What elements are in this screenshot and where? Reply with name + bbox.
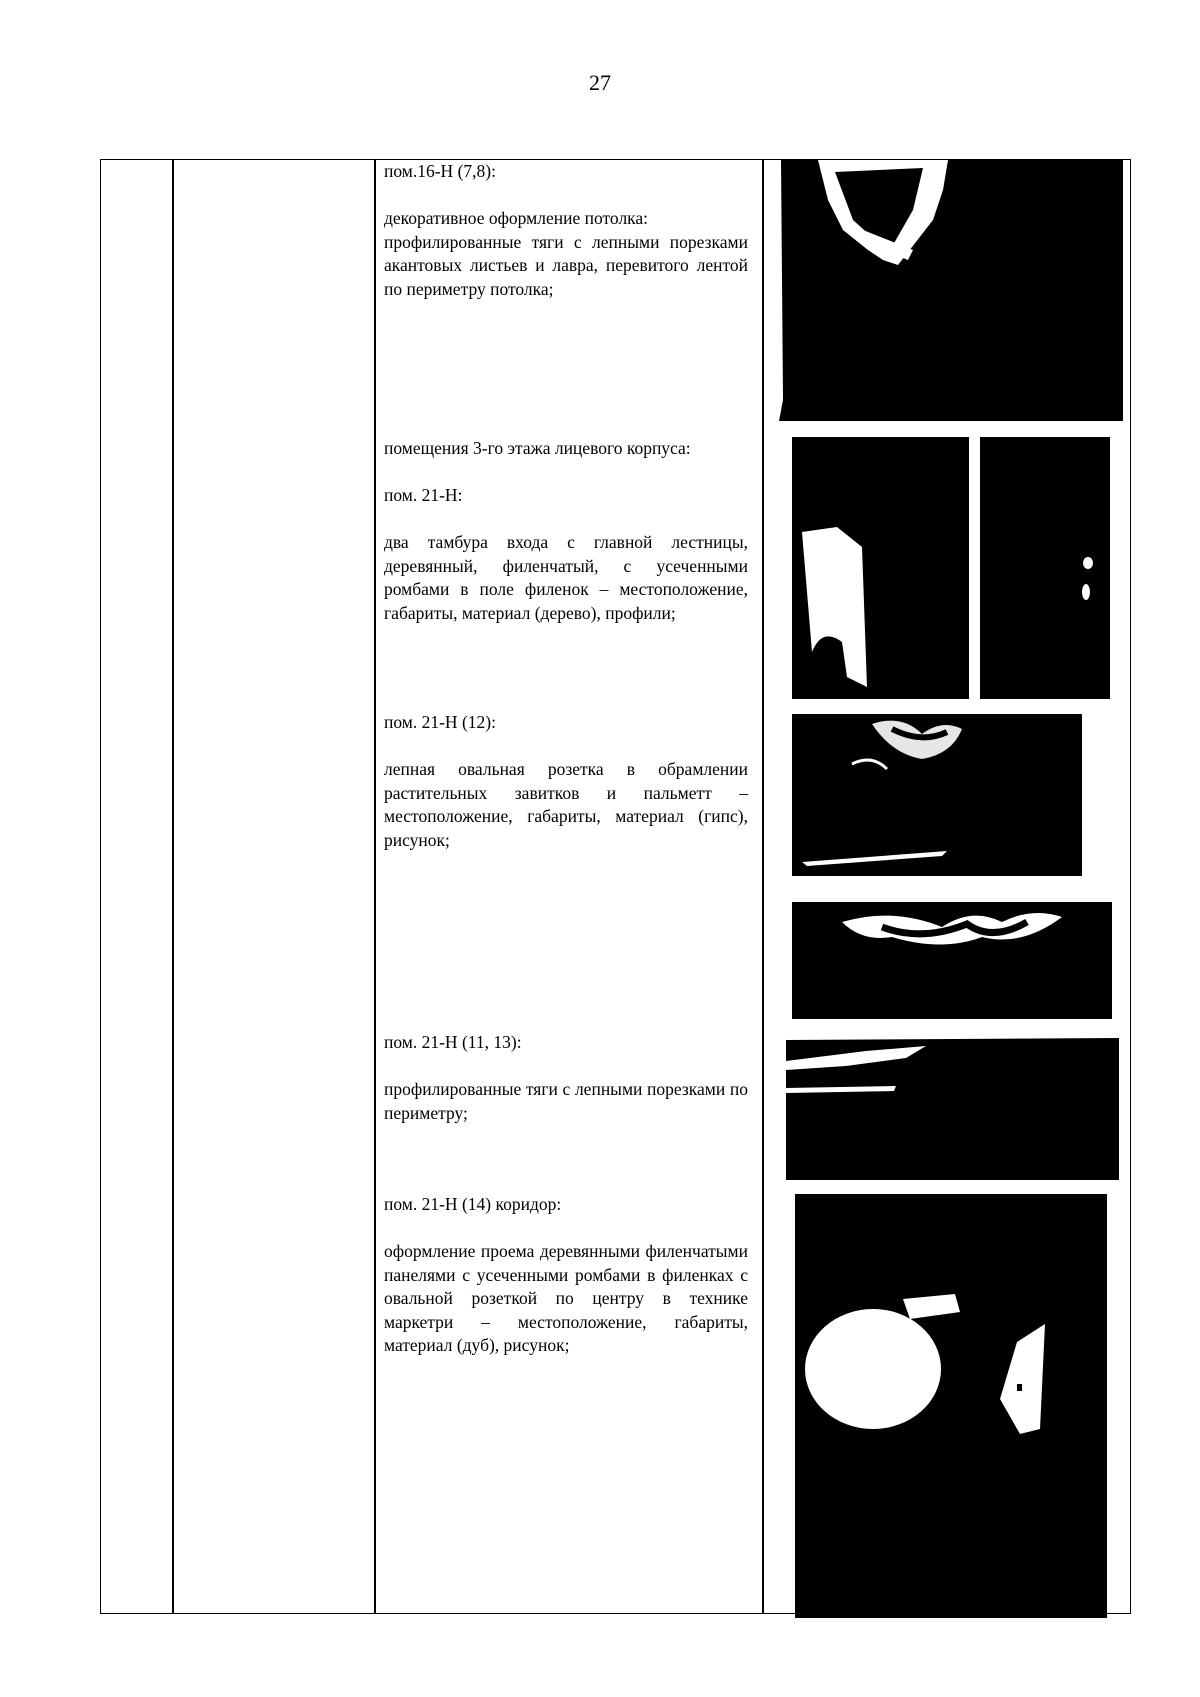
section-heading: пом. 21-Н (12):	[384, 712, 496, 732]
section-description: профилированные тяги с лепными порезками акантовых листьев и лавра, перевитого лентой по периметру потолка;	[384, 231, 748, 299]
section-description: профилированные тяги с лепными порезками по периметру;	[384, 1079, 748, 1123]
photo-rosette-1	[792, 714, 1082, 876]
photo-rosette-2	[792, 902, 1112, 1019]
column-divider-3	[762, 159, 764, 1614]
section-subheading: пом. 21-Н:	[384, 485, 463, 505]
photo-cornice	[786, 1036, 1119, 1180]
section-21n-11-13	[384, 1031, 748, 1125]
section-floor3-21n	[384, 437, 748, 625]
section-description: оформление проема деревянными филенчатыми панелями с усеченными ромбами в филенках с овальной розеткой по центру в технике маркетри – местоположение, габариты, материал (дуб), рисунок;	[384, 1241, 748, 1355]
section-description: два тамбура входа с главной лестницы, деревянный, филенчатый, с усеченными ромбами в поле филенок – местоположение, габариты, материал (дерево), профили;	[384, 532, 748, 623]
page-number: 27	[589, 70, 611, 95]
photo-door-left	[792, 437, 969, 699]
section-21n-12	[384, 711, 748, 852]
column-divider-2	[374, 159, 376, 1614]
photo-door-right	[980, 437, 1110, 699]
column-divider-1	[172, 159, 174, 1614]
photo-marquetry-panel	[795, 1194, 1107, 1618]
section-21n-14-corridor	[384, 1193, 748, 1358]
section-heading: пом.16-Н (7,8):	[384, 161, 496, 181]
section-heading: пом. 21-Н (14) коридор:	[384, 1194, 562, 1214]
section-line: декоративное оформление потолка:	[384, 208, 649, 228]
section-ceiling-16n	[384, 160, 748, 301]
section-heading: пом. 21-Н (11, 13):	[384, 1032, 522, 1052]
section-description: лепная овальная розетка в обрамлении растительных завитков и пальметт – местоположение, габариты, материал (гипс), рисунок;	[384, 759, 748, 850]
photo-ceiling-molding	[773, 160, 1123, 421]
section-heading: помещения 3-го этажа лицевого корпуса:	[384, 438, 691, 458]
